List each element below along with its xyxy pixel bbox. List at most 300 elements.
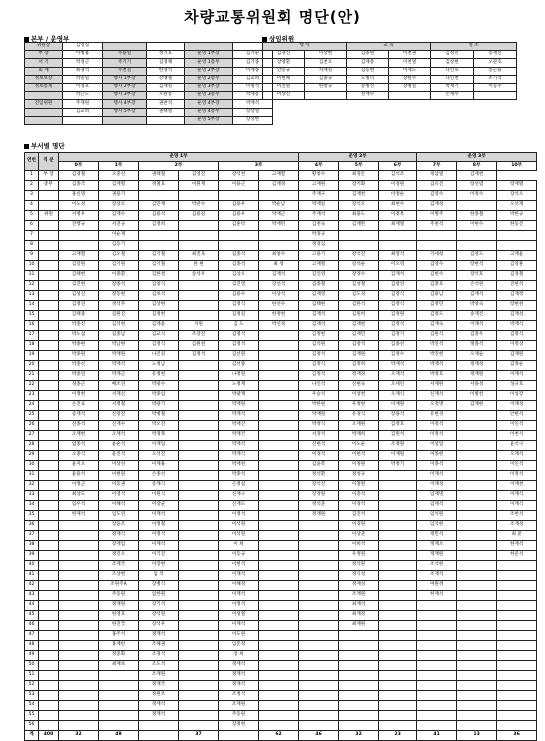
member-cell [299, 581, 339, 591]
member-cell [259, 241, 299, 251]
member-cell [259, 361, 299, 371]
member-cell: 김재석 [299, 321, 339, 331]
member-cell: 정재석 [219, 661, 259, 671]
member-cell: 임문정 [219, 641, 259, 651]
member-cell [379, 591, 417, 601]
member-cell: 윤순석 [99, 441, 139, 451]
member-cell: 이철원 [339, 481, 379, 491]
standing-row [263, 51, 517, 59]
row-role [39, 281, 59, 291]
hq-cell: 운영 1총무 [185, 59, 233, 67]
row-role [39, 441, 59, 451]
member-cell [379, 581, 417, 591]
standing-cell: 김정민 [431, 51, 474, 59]
member-cell [379, 721, 417, 731]
member-cell: 이정석 [497, 471, 537, 481]
member-cell: 김종국 [59, 181, 99, 191]
row-role [39, 531, 59, 541]
row-number: 47 [25, 631, 39, 641]
row-number: 12 [25, 281, 39, 291]
member-cell: 한진국 [99, 621, 139, 631]
member-cell: 조경석 [139, 651, 179, 661]
standing-cell: 이천권 [389, 51, 431, 59]
member-cell [179, 721, 219, 731]
row-role [39, 401, 59, 411]
member-cell: 김상오 [219, 271, 259, 281]
member-cell [99, 701, 139, 711]
member-cell [259, 191, 299, 201]
member-cell [457, 501, 497, 511]
member-cell: 오재현 [59, 431, 99, 441]
member-cell [457, 631, 497, 641]
row-number: 56 [25, 721, 39, 731]
member-cell: 김영수 [417, 191, 457, 201]
member-cell: 이재원 [379, 401, 417, 411]
member-cell [179, 561, 219, 571]
member-cell: 한준석 [497, 551, 537, 561]
member-cell [457, 621, 497, 631]
member-cell: 이재석 [457, 321, 497, 331]
member-cell [457, 571, 497, 581]
row-role [39, 641, 59, 651]
member-cell: 최창수 [259, 251, 299, 261]
member-cell: 조정원 [379, 441, 417, 451]
member-cell [179, 581, 219, 591]
member-cell: 김정석 [299, 351, 339, 361]
member-cell: 장현석 [457, 261, 497, 271]
member-cell: 김재현 [339, 321, 379, 331]
member-cell: 고용기 [299, 251, 339, 261]
member-cell: 최용도 [339, 211, 379, 221]
table-row [25, 371, 537, 381]
member-cell: 박진석 [417, 341, 457, 351]
member-cell [259, 571, 299, 581]
row-number: 44 [25, 601, 39, 611]
table-row [25, 491, 537, 501]
row-number: 34 [25, 501, 39, 511]
standing-cell: 이천열 [389, 59, 431, 67]
row-role [39, 611, 59, 621]
member-cell: 이순재 [99, 231, 139, 241]
square-bullet-icon [24, 37, 29, 42]
member-cell [259, 651, 299, 661]
row-role [39, 431, 59, 441]
member-cell: 김원희 [339, 311, 379, 321]
member-cell: 정종석 [457, 341, 497, 351]
member-cell: 이종현 [417, 451, 457, 461]
member-cell [259, 451, 299, 461]
table-row [25, 211, 537, 221]
member-cell: 김진영 [219, 281, 259, 291]
hq-cell: 회 계 [25, 67, 63, 75]
member-cell: 박재원 [219, 401, 259, 411]
department-list-table [24, 152, 537, 741]
member-cell [179, 671, 219, 681]
member-cell [139, 241, 179, 251]
row-role [39, 391, 59, 401]
member-cell: 장석호 [457, 271, 497, 281]
member-cell [139, 191, 179, 201]
member-cell: 신재수 [99, 421, 139, 431]
row-number: 20 [25, 361, 39, 371]
member-cell: 이영석 [99, 491, 139, 501]
member-cell [59, 671, 99, 681]
hq-cell [103, 43, 147, 51]
table-row [25, 501, 537, 511]
member-cell [219, 191, 259, 201]
hq-cell [185, 43, 233, 51]
member-cell: 정재성 [457, 361, 497, 371]
member-cell: 김창연 [379, 281, 417, 291]
member-cell: 한정현 [259, 311, 299, 321]
member-cell: 박종선 [59, 361, 99, 371]
member-cell: 박종석 [219, 471, 259, 481]
member-cell: 서경석 [299, 431, 339, 441]
member-cell: 배조연 [99, 381, 139, 391]
member-cell: 김인영 [299, 271, 339, 281]
member-cell: 조재성 [497, 521, 537, 531]
member-cell [299, 541, 339, 551]
member-cell: 김정호 [379, 421, 417, 431]
row-number: 6 [25, 221, 39, 231]
row-number: 2 [25, 181, 39, 191]
member-cell: 홍주석 [99, 631, 139, 641]
member-cell: 주동원 [219, 711, 259, 721]
hq-cell: 권판석 [147, 100, 185, 108]
member-cell: 고재윤 [497, 251, 537, 261]
standing-cell: 차재길 [305, 67, 347, 75]
member-cell: 정재원 [417, 551, 457, 561]
member-cell [259, 351, 299, 361]
member-cell [299, 521, 339, 531]
member-cell [179, 401, 219, 411]
member-cell: 이성열 [219, 611, 259, 621]
member-cell: 임도연 [99, 511, 139, 521]
hq-cell: 주재원 [63, 100, 103, 108]
row-number: 37 [25, 531, 39, 541]
standing-row [263, 83, 517, 91]
member-cell: 박재희 [339, 431, 379, 441]
member-cell [457, 241, 497, 251]
standing-cell: 이진원 [263, 83, 305, 91]
member-cell [59, 591, 99, 601]
member-cell: 이경원 [379, 181, 417, 191]
member-cell: 서정철 [99, 401, 139, 411]
member-cell: 조재원 [139, 671, 179, 681]
member-cell [379, 701, 417, 711]
member-cell: 이용근 [219, 181, 259, 191]
table-row [25, 221, 537, 231]
table-row [25, 331, 537, 341]
member-cell: 정삼열 [417, 171, 457, 181]
member-cell [179, 441, 219, 451]
member-cell [179, 411, 219, 421]
row-number: 39 [25, 551, 39, 561]
member-cell: 정식성 [339, 571, 379, 581]
member-cell: 손석원 [457, 281, 497, 291]
member-cell [379, 501, 417, 511]
sum-count: 49 [99, 731, 139, 741]
member-cell: 박광수 [139, 381, 179, 391]
row-role [39, 261, 59, 271]
member-cell [59, 541, 99, 551]
member-cell: 서재원 [417, 381, 457, 391]
standing-cell: 송근용 [474, 67, 517, 75]
member-cell: 김용우 [219, 211, 259, 221]
row-number: 53 [25, 691, 39, 701]
member-cell: 박재석 [219, 441, 259, 451]
member-cell [179, 711, 219, 721]
member-cell [497, 641, 537, 651]
hq-cell: 이계종 [233, 67, 273, 75]
member-cell: 김정석 [219, 341, 259, 351]
member-cell [457, 641, 497, 651]
standing-cell: 김경진 [263, 51, 305, 59]
member-cell [259, 561, 299, 571]
member-cell: 이상준 [339, 531, 379, 541]
member-cell [99, 721, 139, 731]
row-role [39, 421, 59, 431]
member-cell [339, 231, 379, 241]
member-cell [457, 421, 497, 431]
member-cell [259, 661, 299, 671]
hq-cell: 장상열 [233, 108, 273, 116]
row-number: 23 [25, 391, 39, 401]
standing-cell: 이현해 [263, 75, 305, 83]
standing-group-header: 행 사 [263, 43, 347, 51]
member-cell: 이성천 [339, 391, 379, 401]
member-cell: 김태현 [299, 301, 339, 311]
standing-cell: 나인천 [431, 75, 474, 83]
member-cell: 오재술 [457, 351, 497, 361]
member-cell [99, 691, 139, 701]
member-cell: 박재근 [99, 371, 139, 381]
member-cell [99, 711, 139, 721]
row-role [39, 651, 59, 661]
standing-cell: 김종원 [347, 51, 389, 59]
col-header-sub: 0부 [59, 162, 99, 171]
member-cell: 서용성 [457, 381, 497, 391]
member-cell [457, 701, 497, 711]
member-cell: 김재석 [299, 311, 339, 321]
row-role: 위원 [39, 211, 59, 221]
member-cell [299, 611, 339, 621]
standing-cell: 송병선 [347, 83, 389, 91]
member-cell: 김용수 [219, 291, 259, 301]
row-number: 45 [25, 611, 39, 621]
member-cell [259, 681, 299, 691]
member-cell [59, 661, 99, 671]
member-cell: 김만재 [139, 201, 179, 211]
hq-row [25, 67, 273, 75]
table-row [25, 651, 537, 661]
row-number: 32 [25, 481, 39, 491]
member-cell [339, 711, 379, 721]
table-row [25, 481, 537, 491]
member-cell: 이상업 [417, 441, 457, 451]
standing-cell [474, 92, 517, 100]
member-cell: 박재일 [299, 201, 339, 211]
member-cell: 박경목 [139, 431, 179, 441]
col-header-no: 연번 [25, 153, 39, 171]
member-cell [259, 381, 299, 391]
member-cell [179, 471, 219, 481]
standing-section-heading: 상임위원 [262, 34, 294, 43]
member-cell [379, 241, 417, 251]
table-row [25, 291, 537, 301]
table-row [25, 551, 537, 561]
member-cell: 장종석 [99, 281, 139, 291]
member-cell [379, 521, 417, 531]
row-number: 22 [25, 381, 39, 391]
member-cell: 김종남 [99, 331, 139, 341]
member-cell: 장석오 [497, 191, 537, 201]
table-row [25, 531, 537, 541]
member-cell: 김선원 [219, 351, 259, 361]
member-cell [457, 591, 497, 601]
member-cell: 이경석 [299, 451, 339, 461]
member-cell: 김태종 [59, 311, 99, 321]
col-header-group-1: 운영 1부 [59, 153, 299, 162]
row-role [39, 351, 59, 361]
standing-cell: 김천오 [305, 59, 347, 67]
sum-count: 37 [179, 731, 219, 741]
member-cell: 정재석 [219, 681, 259, 691]
member-cell: 김정민 [417, 301, 457, 311]
row-role [39, 291, 59, 301]
member-cell [259, 641, 299, 651]
sum-count: 32 [339, 731, 379, 741]
member-cell [339, 661, 379, 671]
col-header-sub: 6부 [379, 162, 417, 171]
member-cell [497, 581, 537, 591]
member-cell: 박재석 [99, 361, 139, 371]
member-cell: 이도원 [219, 631, 259, 641]
row-role [39, 601, 59, 611]
member-cell: 이정석 [417, 431, 457, 441]
member-cell: 이인석 [497, 461, 537, 471]
row-role [39, 631, 59, 641]
member-cell: 최경돈 [339, 171, 379, 181]
row-number: 19 [25, 351, 39, 361]
member-cell: 고재렬 [59, 251, 99, 261]
member-cell: 조정석 [219, 691, 259, 701]
member-cell: 김정석 [379, 321, 417, 331]
member-cell: 조원주A [99, 581, 139, 591]
row-role [39, 341, 59, 351]
member-cell: 조도석 [139, 661, 179, 671]
member-cell: 이노성 [59, 201, 99, 211]
member-cell [179, 481, 219, 491]
member-cell [457, 721, 497, 731]
member-cell: 정재경 [339, 371, 379, 381]
member-cell: 김석현 [99, 321, 139, 331]
member-cell: 이현석 [219, 561, 259, 571]
member-cell [259, 231, 299, 241]
member-cell: 최영석 [379, 251, 417, 261]
standing-row [263, 59, 517, 67]
member-cell [59, 531, 99, 541]
member-cell: 이천식 [497, 431, 537, 441]
hq-cell: 운영 5부장 [185, 116, 233, 124]
member-cell: 장석천 [219, 171, 259, 181]
hq-cell: 행사 4부장 [103, 100, 147, 108]
member-cell: 정석환 [299, 471, 339, 481]
row-role [39, 231, 59, 241]
row-role [39, 581, 59, 591]
table-row [25, 181, 537, 191]
member-cell [339, 701, 379, 711]
member-cell: 이해정 [219, 581, 259, 591]
member-cell [59, 721, 99, 731]
standing-table [262, 42, 517, 100]
hq-cell: 주기기 [103, 59, 147, 67]
member-cell: 김종선 [379, 341, 417, 351]
member-cell: 이병주 [417, 211, 457, 221]
member-cell [259, 441, 299, 451]
table-row [25, 261, 537, 271]
member-cell: 정재석 [139, 711, 179, 721]
table-row [25, 251, 537, 261]
member-cell: 김정기 [379, 331, 417, 341]
member-cell: 안현석 [497, 411, 537, 421]
row-number: 18 [25, 341, 39, 351]
member-cell: 오석재 [497, 201, 537, 211]
member-cell: 장현천 [497, 301, 537, 311]
member-cell: 김석조 [379, 171, 417, 181]
member-cell: 이정현 [59, 391, 99, 401]
member-cell [259, 621, 299, 631]
member-cell [457, 411, 497, 421]
member-cell [259, 611, 299, 621]
member-cell: 박종진 [59, 321, 99, 331]
member-cell [417, 671, 457, 681]
table-row [25, 621, 537, 631]
member-cell [59, 561, 99, 571]
member-cell [339, 641, 379, 651]
member-cell [259, 591, 299, 601]
member-cell [259, 701, 299, 711]
table-row [25, 191, 537, 201]
member-cell: 이희석 [339, 541, 379, 551]
member-cell: 김정희 [139, 221, 179, 231]
member-cell: 조재원 [219, 701, 259, 711]
row-number: 13 [25, 291, 39, 301]
hq-cell: 김기종 [233, 59, 273, 67]
member-cell [179, 641, 219, 651]
standing-cell: 노병덕 [347, 75, 389, 83]
member-cell: 김태현 [59, 271, 99, 281]
member-cell [179, 601, 219, 611]
member-cell: 권용기 [99, 191, 139, 201]
member-cell [497, 561, 537, 571]
member-cell [497, 691, 537, 701]
table-row [25, 381, 537, 391]
member-cell [259, 631, 299, 641]
hq-cell: 정보보장 [25, 75, 63, 83]
member-cell [457, 491, 497, 501]
member-cell: 김재석 [259, 271, 299, 281]
member-cell [299, 591, 339, 601]
row-number: 43 [25, 591, 39, 601]
row-number: 8 [25, 241, 39, 251]
member-cell [417, 241, 457, 251]
member-cell: 김원석 [379, 431, 417, 441]
member-cell [179, 451, 219, 461]
member-cell: 한재석 [59, 511, 99, 521]
member-cell: 정석주 [99, 301, 139, 311]
member-cell: 김정희 [339, 361, 379, 371]
